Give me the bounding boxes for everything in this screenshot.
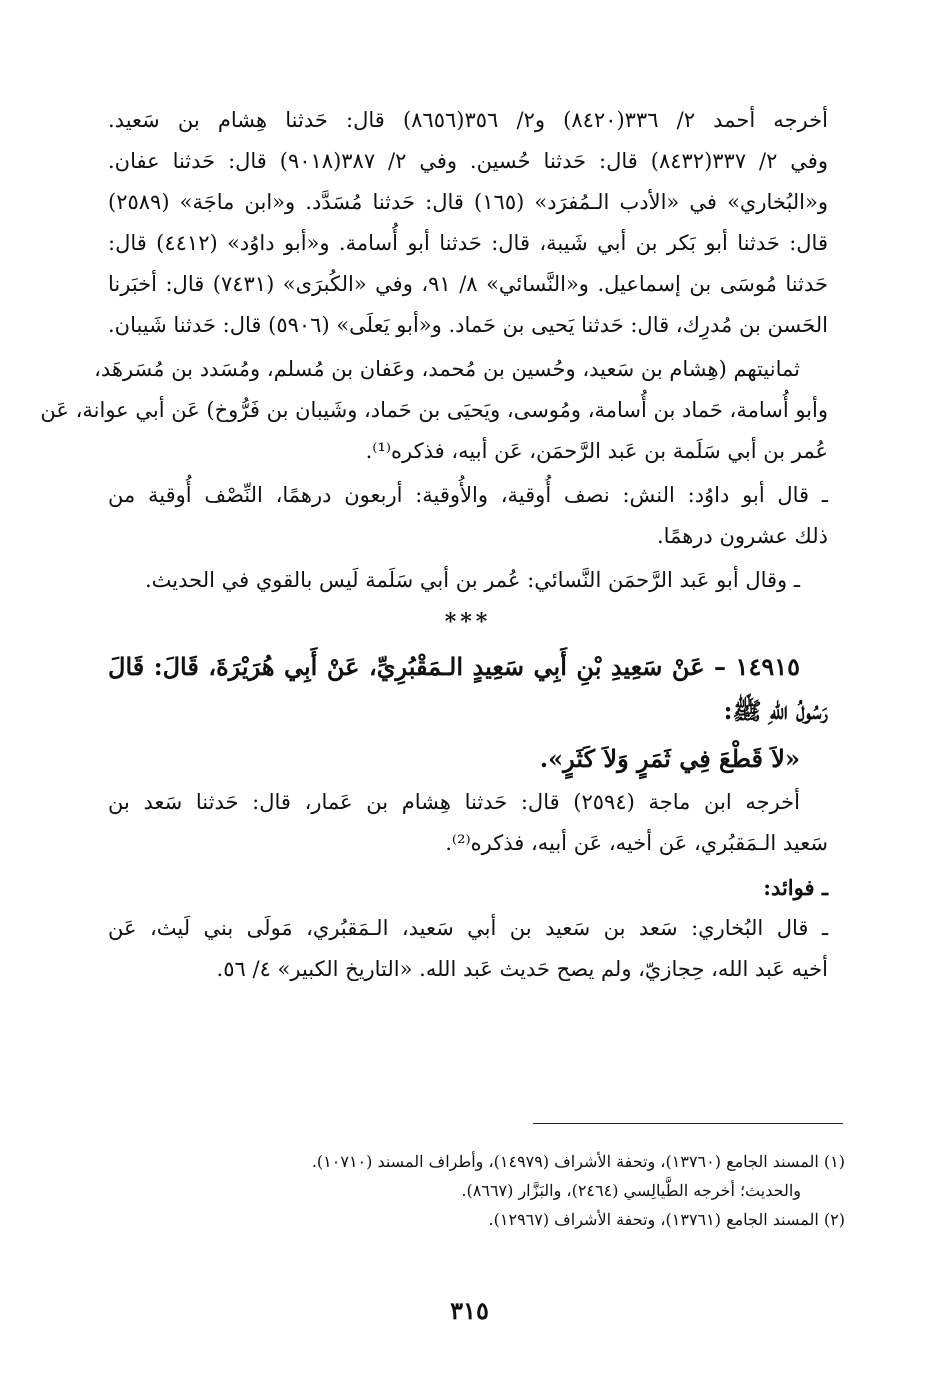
text-line: وفي ٢/ ٣٣٧(٨٤٣٢) قال: حَدثنا حُسين. وفي ٢/ ٣٨٧(٩٠١٨) قال: حَدثنا عفان. — [108, 149, 828, 173]
text-line: حَدثنا مُوسَى بن إسماعيل. و«النَّسائي» ٨/ ٩١، وفي «الكُبرَى» (٧٤٣١) قال: أخبَرنا — [108, 272, 828, 296]
text-line: قال: حَدثنا أبو بَكر بن أبي شَيبة، قال: حَدثنا أبو أُسامة. و«أبو داوُد» (٤٤١٢) قال: — [108, 231, 828, 255]
text-line: ـ وقال أبو عَبد الرَّحمَن النَّسائي: عُمر بن أبي سَلَمة لَيس بالقوي في الحديث. — [144, 568, 800, 592]
text-line: الحَسن بن مُدرِك، قال: حَدثنا يَحيى بن حَماد. و«أبو يَعلَى» (٥٩٠٦) قال: حَدثنا شَيبان. — [107, 313, 828, 337]
section-separator: *** — [444, 609, 492, 635]
takhrij-paragraph-1 — [108, 100, 828, 346]
footnotes — [160, 1147, 845, 1234]
text-line: أخيه عَبد الله، حِجازيّ، ولم يصح حَديث عَبد الله. «التاريخ الكبير» ٤/ ٥٦. — [216, 957, 828, 981]
text-line: وأبو أُسامة، حَماد بن أُسامة، ومُوسى، ويَحيَى بن حَماد، وشَيبان بن فَرُّوخ) عَن أبي عوانة، عَن — [40, 398, 828, 422]
text-line: سَعيد الـمَقبُري، عَن أخيه، عَن أبيه، فذكره⁽²⁾. — [445, 831, 828, 855]
hadith-quote: «لاَ قَطْعَ فِي ثَمَرٍ وَلاَ كَثَرٍ». — [539, 744, 800, 773]
hadith-line: رَسُولُ اللهِ ﷺ: — [723, 696, 828, 725]
text-line: عُمر بن أبي سَلَمة بن عَبد الرَّحمَن، عَن أبيه، فذكره⁽¹⁾. — [365, 439, 828, 463]
text-line: ـ قال البُخاري: سَعد بن سَعيد بن أبي سَعيد، الـمَقبُري، مَولَى بني لَيث، عَن — [108, 916, 828, 940]
takhrij-paragraph-2 — [108, 782, 828, 864]
bukhari-note — [108, 908, 828, 990]
footnote-1-continuation: والحديث؛ أخرجه الطَّيالِسي (٢٤٦٤)، والبَزَّار (٨٦٦٧). — [461, 1181, 801, 1200]
text-line: و«البُخاري» في «الأدب الـمُفرَد» (١٦٥) قال: حَدثنا مُسَدَّد. و«ابن ماجَة» (٢٥٨٩) — [108, 190, 829, 214]
narrators-paragraph — [40, 349, 828, 472]
text-line: ثمانيتهم (هِشام بن سَعيد، وحُسين بن مُحمد، وعَفان بن مُسلم، ومُسَدد بن مُسَرهَد، — [94, 357, 800, 381]
footnote-divider — [533, 1123, 843, 1124]
footnote-2: (٢) المسند الجامع (١٣٧٦١)، وتحفة الأشراف (١٢٩٦٧). — [488, 1210, 845, 1229]
nasai-note — [108, 560, 828, 601]
text-line: أخرجه ابن ماجة (٢٥٩٤) قال: حَدثنا هِشام بن عَمار، قال: حَدثنا سَعد بن — [108, 790, 800, 814]
page-number: ٣١٥ — [450, 1296, 489, 1325]
footnote-1: (١) المسند الجامع (١٣٧٦٠)، وتحفة الأشراف (١٤٩٧٩)، وأطراف المسند (١٠٧١٠). — [311, 1152, 845, 1171]
fawaid-heading: ـ فوائد: — [763, 875, 828, 900]
abu-dawud-note — [108, 475, 828, 557]
hadith-line: ١٤٩١٥ – عَنْ سَعِيدِ بْنِ أَبِي سَعِيدٍ الـمَقْبُرِيِّ، عَنْ أَبِي هُرَيْرَةَ، قَالَ: قَالَ — [108, 652, 800, 681]
text-line: ذلك عشرون درهمًا. — [657, 524, 828, 548]
hadith-text — [108, 645, 828, 733]
main-text — [40, 100, 829, 993]
text-line: ـ قال أبو داوُد: النش: نصف أُوقية، والأُوقية: أربعون درهمًا، النِّصْف أُوقية من — [108, 483, 828, 507]
text-line: أخرجه أحمد ٢/ ٣٣٦(٨٤٢٠) و٢/ ٣٥٦(٨٦٥٦) قال: حَدثنا هِشام بن سَعيد. — [108, 108, 828, 132]
